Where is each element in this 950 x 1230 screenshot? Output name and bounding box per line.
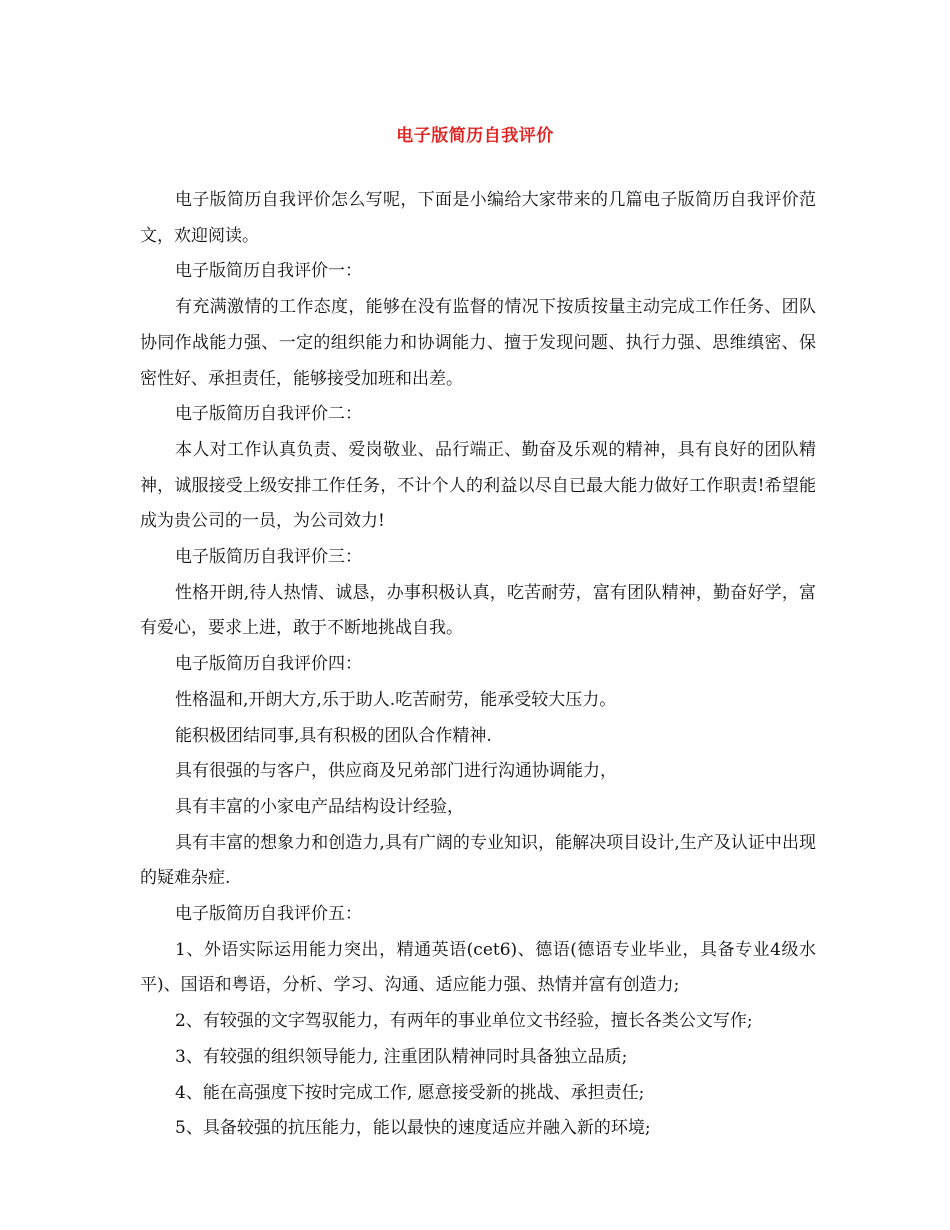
section-heading-4: 电子版简历自我评价四： <box>175 654 362 675</box>
section-heading-3: 电子版简历自我评价三： <box>175 547 362 568</box>
section-4-line-1: 性格温和,开朗大方,乐于助人.吃苦耐劳，能承受较大压力。 <box>175 689 617 710</box>
section-4-line-3: 具有很强的与客户，供应商及兄弟部门进行沟通协调能力， <box>175 761 617 782</box>
section-heading-5: 电子版简历自我评价五： <box>175 904 362 925</box>
section-heading-1: 电子版简历自我评价一： <box>175 261 362 282</box>
section-5-item-4: 4、能在高强度下按时完成工作, 愿意接受新的挑战、承担责任; <box>175 1082 645 1103</box>
section-5-item-5: 5、具备较强的抗压能力，能以最快的速度适应并融入新的环境; <box>175 1118 651 1139</box>
intro-paragraph: 电子版简历自我评价怎么写呢，下面是小编给大家带来的几篇电子版简历自我评价范文，欢迎阅读。 <box>140 190 816 246</box>
document-body <box>140 183 816 1147</box>
section-5-item-2: 2、有较强的文字驾驭能力，有两年的事业单位文书经验，擅长各类公文写作; <box>175 1011 753 1032</box>
section-1-paragraph: 有充满激情的工作态度，能够在没有监督的情况下按质按量主动完成工作任务、团队协同作战能力强、一定的组织能力和协调能力、擅于发现问题、执行力强、思维缜密、保密性好、承担责任，能够接受加班和出差。 <box>140 297 816 389</box>
section-5-item-3: 3、有较强的组织领导能力, 注重团队精神同时具备独立品质; <box>175 1046 628 1067</box>
section-4-line-5: 具有丰富的想象力和创造力,具有广阔的专业知识，能解决项目设计,生产及认证中出现的疑难杂症. <box>140 832 816 889</box>
section-2-paragraph: 本人对工作认真负责、爱岗敬业、品行端正、勤奋及乐观的精神，具有良好的团队精神，诚服接受上级安排工作任务，不计个人的利益以尽自已最大能力做好工作职责!希望能成为贵公司的一员，为公司效力! <box>140 439 816 532</box>
section-3-paragraph: 性格开朗,待人热情、诚恳，办事积极认真，吃苦耐劳，富有团队精神，勤奋好学，富有爱心，要求上进，敢于不断地挑战自我。 <box>140 582 816 639</box>
section-4-line-4: 具有丰富的小家电产品结构设计经验， <box>175 796 464 817</box>
section-5-item-1: 1、外语实际运用能力突出，精通英语(cet6)、德语(德语专业毕业，具备专业4级水平)、国语和粤语，分析、学习、沟通、适应能力强、热情并富有创造力; <box>140 939 816 996</box>
section-heading-2: 电子版简历自我评价二： <box>175 404 362 425</box>
section-4-line-2: 能积极团结同事,具有积极的团队合作精神. <box>175 725 492 746</box>
document-title: 电子版简历自我评价 <box>396 126 554 146</box>
